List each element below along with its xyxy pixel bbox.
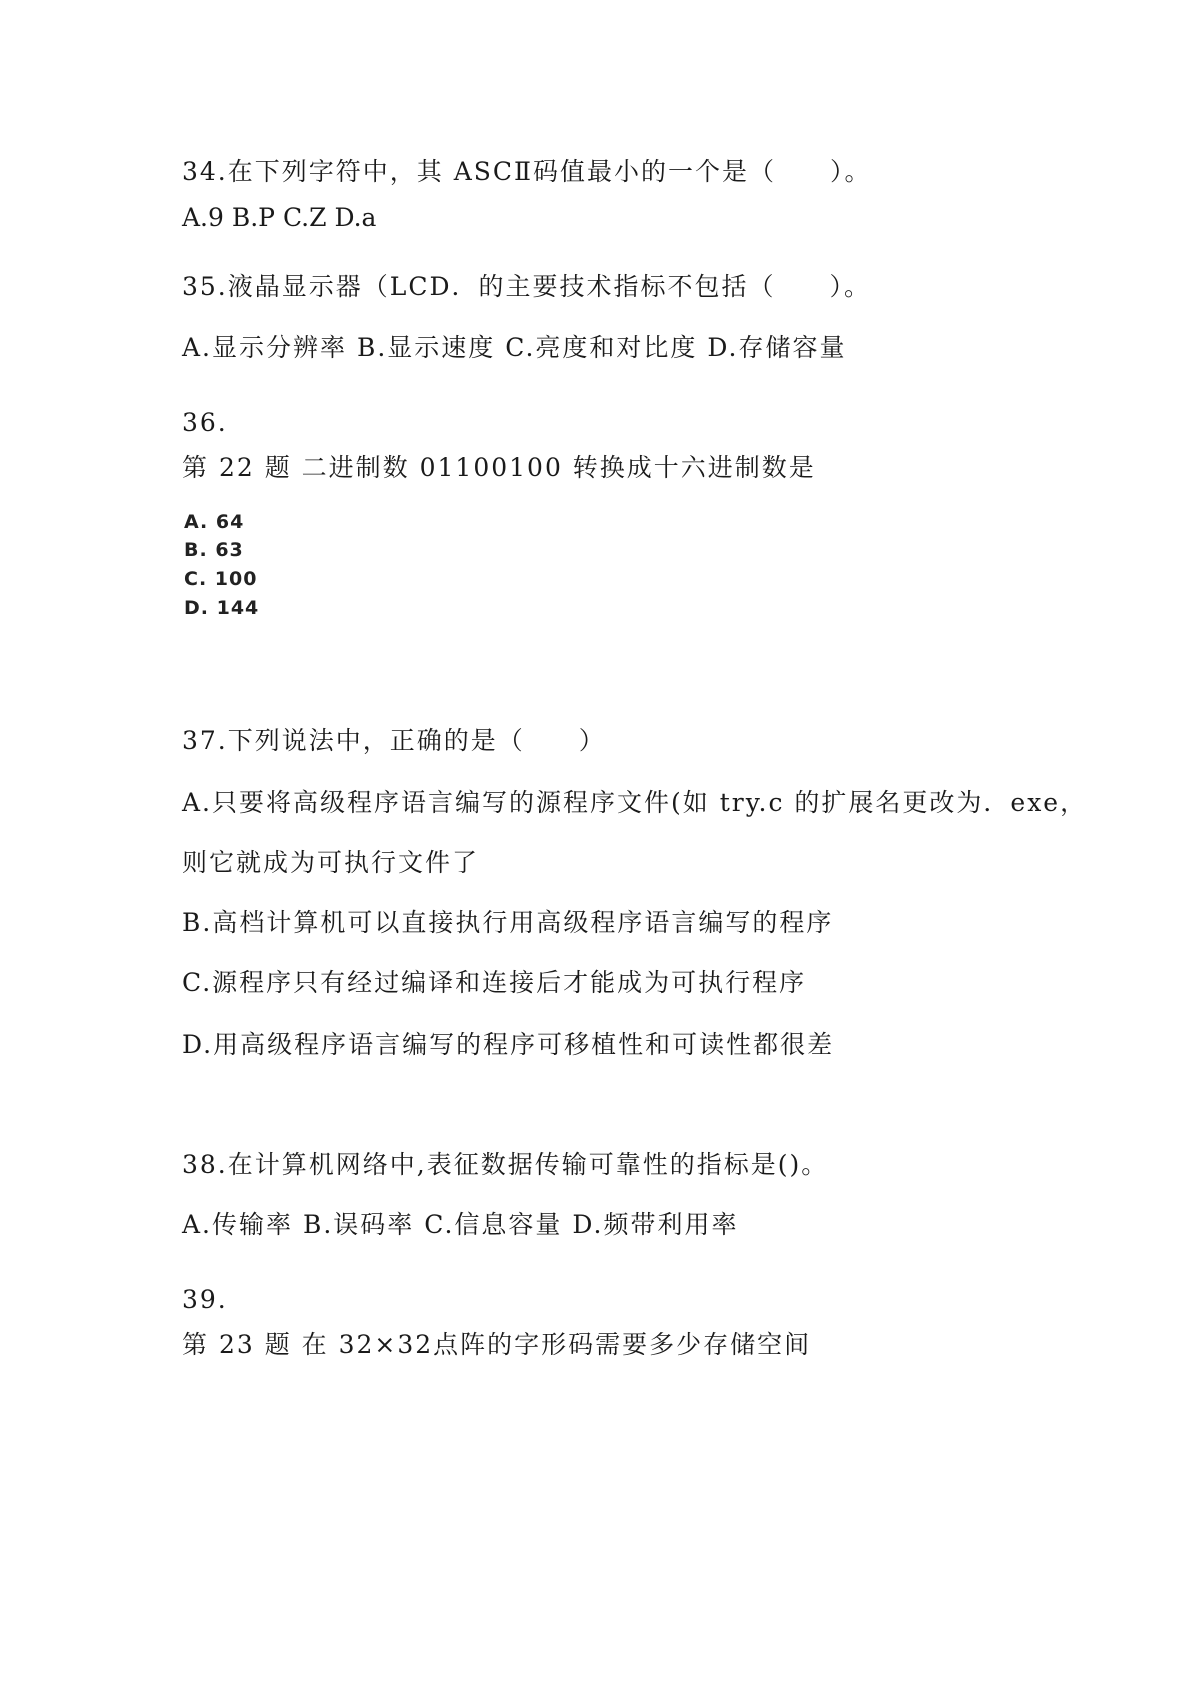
q39-number: 39. [182, 1285, 228, 1314]
q37-option-d: D.用高级程序语言编写的程序可移植性和可读性都很差 [182, 1030, 835, 1059]
q34-options: A.9 B.P C.Z D.a [182, 203, 377, 232]
q36-option-c: C. 100 [184, 568, 258, 590]
q36-option-d: D. 144 [184, 597, 260, 619]
q37-option-b: B.高档计算机可以直接执行用高级程序语言编写的程序 [182, 908, 834, 937]
q35-options: A.显示分辨率 B.显示速度 C.亮度和对比度 D.存储容量 [182, 333, 847, 362]
q36-option-b: B. 63 [184, 539, 244, 561]
q37-option-c: C.源程序只有经过编译和连接后才能成为可执行程序 [182, 968, 807, 997]
q36-option-a: A. 64 [184, 511, 245, 533]
q38-options: A.传输率 B.误码率 C.信息容量 D.频带利用率 [182, 1210, 739, 1239]
q34-stem: 34.在下列字符中，其 ASCⅡ码值最小的一个是（ ）。 [182, 157, 872, 186]
q37-option-a-line1: A.只要将高级程序语言编写的源程序文件(如 try.c 的扩展名更改为．exe， [182, 788, 1088, 817]
q36-stem: 第 22 题 二进制数 01100100 转换成十六进制数是 [182, 453, 816, 482]
q38-stem: 38.在计算机网络中,表征数据传输可靠性的指标是()。 [182, 1150, 829, 1179]
q35-stem: 35.液晶显示器（LCD．的主要技术指标不包括（ ）。 [182, 272, 872, 301]
q37-stem: 37.下列说法中，正确的是（ ） [182, 726, 606, 755]
q37-option-a-line2: 则它就成为可执行文件了 [182, 848, 480, 877]
q39-stem: 第 23 题 在 32×32点阵的字形码需要多少存储空间 [182, 1330, 812, 1359]
q36-number: 36. [182, 408, 228, 437]
